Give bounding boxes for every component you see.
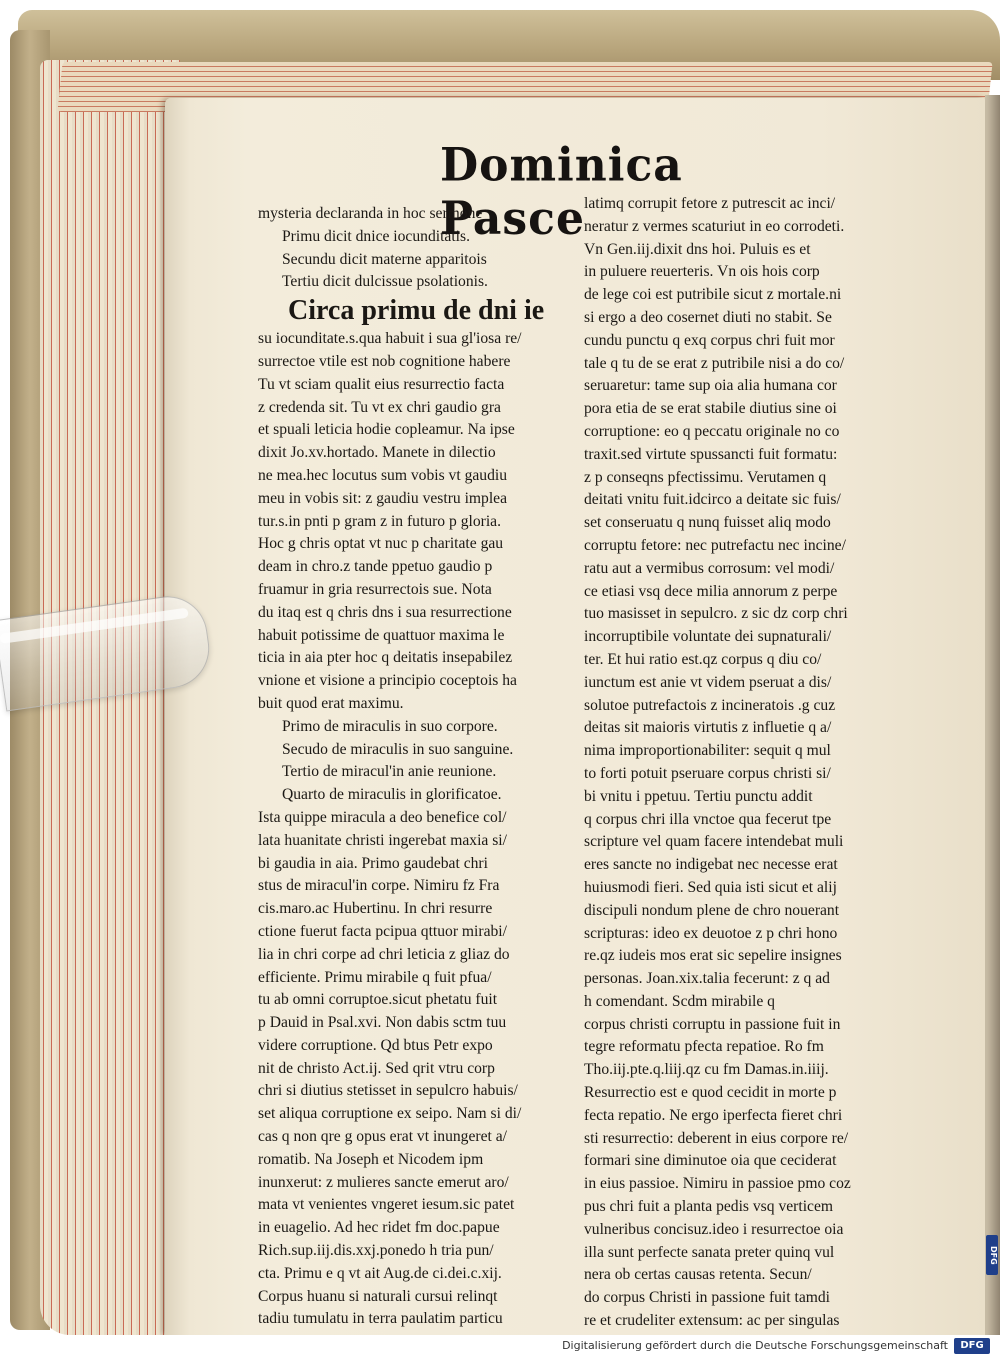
text-line-left: surrectoe vtile est nob cognitione habere — [258, 352, 511, 370]
text-line-left: Tu vt sciam qualit eius resurrectio facta — [258, 375, 505, 393]
text-line-right: re.qz iudeis mos erat sic sepelire insignes — [584, 947, 842, 965]
text-line-right: z p conseqns pfectissimu. Verutamen q — [584, 468, 827, 486]
text-line-right: deitas sit maioris virtutis z influetie q a/ — [584, 719, 832, 737]
text-line-right: q corpus chri illa vnctoe qua fecerut tpe — [584, 810, 832, 828]
text-line-right: latimq corrupit fetore z putrescit ac inci/ — [584, 195, 836, 212]
text-line-right: nima improportionabiliter: sequit q mul — [584, 742, 831, 760]
footer-bar — [0, 1335, 1000, 1358]
text-line-left: ctione fuerut facta pcipua qttuor mirabi/ — [258, 922, 507, 940]
text-line-right: neratur z vermes scaturiut in eo corrodeti. — [584, 217, 845, 235]
text-line-right: incorruptibile voluntate dei supnaturali/ — [584, 628, 832, 646]
text-line-right: Resurrectio est e quod cecidit in morte p — [584, 1084, 837, 1102]
text-line-left: su iocunditate.s.qua habuit i sua gl'iosa re/ — [258, 330, 522, 348]
text-line-left: Secundu dicit materne apparitois — [282, 250, 487, 268]
text-line-right: nera ob certas causas retenta. Secun/ — [584, 1266, 812, 1284]
text-line-left: habuit potissime de quattuor maxima le — [258, 626, 505, 644]
text-line-left: Hoc g chris optat vt nuc p charitate gau — [258, 535, 504, 553]
gutter-shadow — [985, 95, 1000, 1335]
text-line-right: h comendant. Scdm mirabile q — [584, 992, 775, 1010]
text-line-right: corpus christi corruptu in passione fuit in — [584, 1015, 841, 1033]
text-line-right: formari sine diminutoe oia que ceciderat — [584, 1152, 837, 1170]
dfg-logo-icon: DFG — [954, 1338, 990, 1354]
text-line-left: Primu dicit dnice iocunditatis. — [282, 227, 470, 245]
text-line-left: tu ab omni corruptoe.sicut phetatu fuit — [258, 991, 498, 1009]
text-line-left: Quarto de miraculis in glorificatoe. — [282, 786, 502, 804]
text-line-right: iunctum est anie vt videm pseruat a dis/ — [584, 673, 832, 691]
text-line-left: Tertiu dicit dulcissue psolationis. — [282, 273, 488, 291]
text-line-right: in puluere reuerteris. Vn ois hois corp — [584, 263, 820, 281]
text-line-left: buit quod erat maximu. — [258, 694, 404, 712]
text-line-right: do corpus Christi in passione fuit tamdi — [584, 1289, 831, 1307]
text-line-left: ne mea.hec locutus sum vobis vt gaudiu — [258, 466, 508, 484]
text-line-left: bi gaudia in aia. Primo gaudebat chri — [258, 854, 488, 872]
text-line-left: lia in chri corpe ad chri leticia z gliaz do — [258, 945, 510, 963]
text-line-left: mata vt venientes vngeret iesum.sic patet — [258, 1196, 515, 1214]
text-line-left: z credenda sit. Tu vt ex chri gaudio gra — [258, 398, 501, 416]
text-line-left: romatib. Na Joseph et Nicodem ipm — [258, 1150, 484, 1168]
text-line-left: stus de miracul'in corpe. Nimiru fz Fra — [258, 877, 500, 895]
text-line-left: inunxerut: z mulieres sancte emerut aro/ — [258, 1173, 509, 1191]
text-line-right: personas. Joan.xix.talia fecerunt: z q ad — [584, 970, 830, 988]
text-line-right: tale q tu de se erat z putribile nisi a do co/ — [584, 354, 845, 372]
text-line-right: scripturas: ideo ex deuotoe z p chri hono — [584, 924, 838, 942]
text-line-right: bi vnitu i ppetuu. Tertiu punctu addit — [584, 787, 813, 805]
text-line-right: set conseruatu q nunq fuisset aliq modo — [584, 514, 831, 532]
text-line-right: discipuli nondum plene de chro nouerant — [584, 901, 840, 919]
text-line-left: tur.s.in pnti p gram z in futuro p gloria. — [258, 512, 501, 530]
text-line-left: Rich.sup.iij.dis.xxj.ponedo h tria pun/ — [258, 1242, 494, 1260]
text-line-right: vulneribus concisuz.ideo i resurrectoe oia — [584, 1220, 844, 1238]
text-line-left: Circa primu de dni ie — [288, 295, 545, 327]
text-line-left: Secudo de miraculis in suo sanguine. — [282, 740, 514, 758]
text-line-right: corruptu fetore: nec putrefactu nec incine/ — [584, 536, 846, 554]
text-line-right: sti resurrectio: deberent in eius corpore re/ — [584, 1129, 849, 1147]
text-line-left: mysteria declaranda in hoc sermone — [258, 205, 483, 222]
page-heading: Dominica Pasce — [440, 138, 683, 246]
text-line-left: meu in vobis sit: z gaudiu vestru implea — [258, 489, 508, 507]
footer-credit: Digitalisierung gefördert durch die Deutsche Forschungsgemeinschaft — [562, 1339, 948, 1352]
text-line-right: tegre reformatu pfecta repatioe. Ro fm — [584, 1038, 824, 1056]
text-line-right: in eius passioe. Nimiru in passioe pmo coz — [584, 1175, 851, 1193]
text-line-right: ce etiasi vsq dece milia annorum z perpe — [584, 582, 838, 600]
text-line-right: de lege coi est putribile sicut z mortale.ni — [584, 286, 842, 304]
text-line-right: eres sancte no indigebat nec necesse erat — [584, 856, 838, 874]
text-line-left: cis.maro.ac Hubertinu. In chri resurre — [258, 900, 493, 918]
text-line-left: Ista quippe miracula a deo benefice col/ — [258, 808, 507, 826]
text-line-left: vnione et visione a principio coceptois ha — [258, 672, 517, 690]
text-line-right: re et crudeliter extensum: ac per singulas — [584, 1312, 840, 1330]
text-line-left: dixit Jo.xv.hortado. Manete in dilectio — [258, 444, 496, 462]
text-line-left: nit de christo Act.ij. Sed qrit vtru corp — [258, 1059, 495, 1077]
text-line-right: pus chri fuit a planta pedis vsq verticem — [584, 1198, 833, 1216]
text-line-right: traxit.sed virtute spussancti fuit formatu: — [584, 445, 838, 463]
text-line-left: Primo de miraculis in suo corpore. — [282, 717, 498, 735]
text-line-right: deitati vnitu fuit.idcirco a deitate sic fuis/ — [584, 491, 841, 509]
text-line-left: cta. Primu e q vt ait Aug.de ci.dei.c.xij. — [258, 1264, 502, 1282]
text-line-right: Vn Gen.iij.dixit dns hoi. Puluis es et — [584, 240, 811, 258]
text-line-left: efficiente. Primu mirabile q fuit pfua/ — [258, 968, 492, 986]
text-line-left: Tertio de miracul'in anie reunione. — [282, 763, 497, 781]
text-line-left: in euagelio. Ad hec ridet fm doc.papue — [258, 1219, 500, 1237]
text-line-left: set aliqua corruptione ex seipo. Nam si di/ — [258, 1105, 522, 1123]
text-line-left: tadiu tumulatu in terra paulatim particu — [258, 1310, 503, 1328]
text-line-left: Corpus huanu si naturali cursui relinqt — [258, 1287, 498, 1305]
text-line-left: du itaq est q chris dns i sua resurrectione — [258, 603, 512, 621]
text-line-right: to forti potuit pseruare corpus christi si/ — [584, 764, 831, 782]
text-line-right: si ergo a deo cosernet diuti no stabit. Se — [584, 308, 832, 326]
text-line-right: ratu aut a vermibus corrosum: vel modi/ — [584, 559, 835, 577]
text-line-left: p Dauid in Psal.xvi. Non dabis sctm tuu — [258, 1014, 507, 1032]
text-line-right: corruptione: eo q peccatu originale no co — [584, 422, 840, 440]
text-line-right: scripture vel quam facere intendebat muli — [584, 833, 844, 851]
text-line-right: Tho.iij.pte.q.liij.qz cu fm Damas.in.iiij. — [584, 1061, 829, 1079]
text-line-left: deam in chro.z tande ppetuo gaudio p — [258, 558, 493, 576]
text-line-right: solutoe putrefactois z incineratois .g cuz — [584, 696, 836, 714]
text-line-right: fecta repatio. Ne ergo iperfecta fieret chri — [584, 1106, 843, 1124]
text-line-right: ter. Et hui ratio est.qz corpus q diu co/ — [584, 650, 822, 668]
text-column-left — [258, 203, 576, 1328]
text-line-left: lata huanitate christi ingerebat maxia si/ — [258, 831, 507, 849]
text-line-right: pora etia de se erat stabile diutius sine oi — [584, 400, 837, 418]
text-line-right: cundu punctu q exq corpus chri fuit mor — [584, 331, 835, 349]
text-line-left: fruamur in gria resurrectois sue. Nota — [258, 580, 492, 598]
text-line-right: huiusmodi fieri. Sed quia isti sicut et alij — [584, 878, 837, 896]
text-column-right — [584, 193, 912, 1330]
text-line-right: tuo masisset in sepulcro. z sic dz corp chri — [584, 605, 848, 623]
text-line-right: seruaretur: tame sup oia alia humana cor — [584, 377, 837, 395]
side-dfg-logo: DFG — [986, 1235, 998, 1275]
text-line-left: ticia in aia pter hoc q deitatis insepabilez — [258, 649, 513, 667]
text-line-left: chri si diutius stetisset in sepulcro habuis/ — [258, 1082, 518, 1100]
text-line-left: et spuali leticia hodie copleamur. Na ipse — [258, 421, 515, 439]
text-line-right: illa sunt perfecte sanata preter quinq vul — [584, 1243, 835, 1261]
text-line-left: cas q non qre g opus erat vt inungeret a/ — [258, 1128, 507, 1146]
text-line-left: videre corruptione. Qd btus Petr expo — [258, 1036, 493, 1054]
